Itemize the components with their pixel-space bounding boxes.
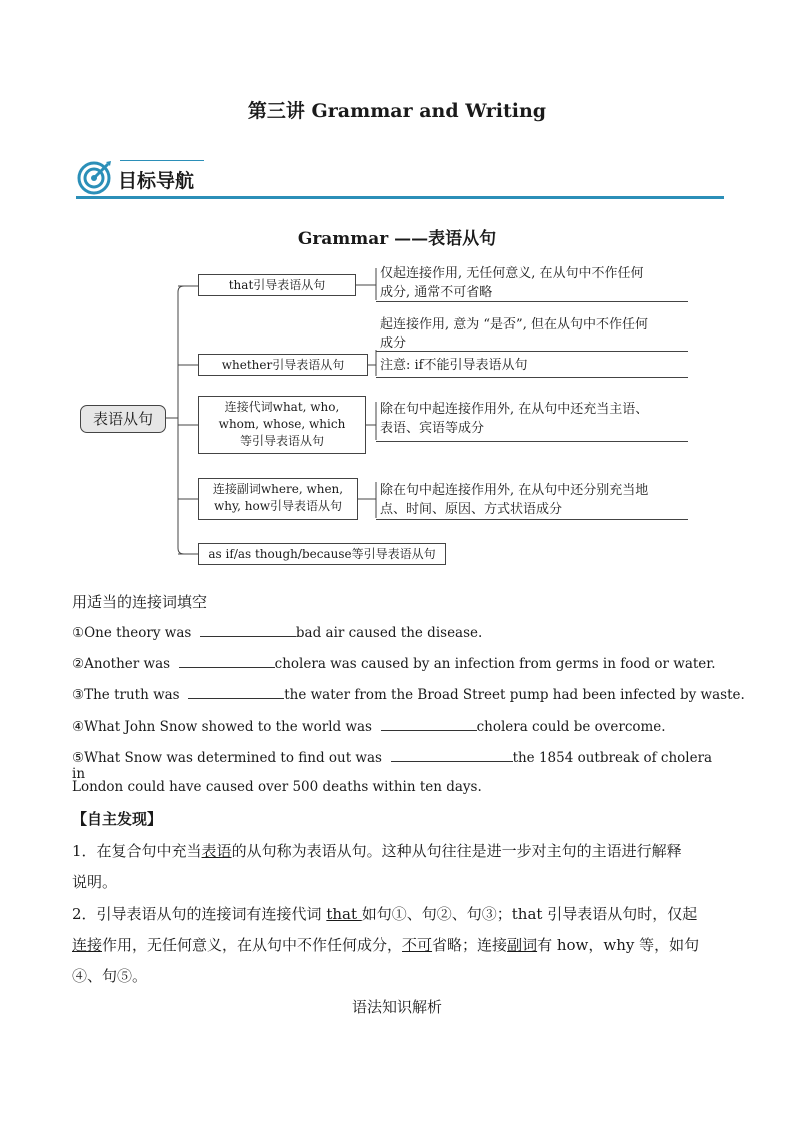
branch-pronoun: 连接代词what, who, whom, whose, which 等引导表语从句	[198, 396, 366, 454]
answer-blank-4[interactable]	[381, 717, 477, 731]
discovery-heading: 【自主发现】	[72, 810, 163, 828]
exercise-item-5: ⑤What Snow was determined to find out was the 1854 outbreak of cholera in	[72, 750, 713, 782]
branch-that-underline	[376, 301, 688, 302]
branch-adverb-underline	[376, 519, 688, 520]
exercise-item-3: ③The truth was the water from the Broad Street pump had been infected by waste.	[72, 687, 745, 703]
exercise-item-1: ①One theory was bad air caused the disease.	[72, 625, 483, 641]
section-title: 目标导航	[118, 170, 195, 192]
discovery-p1: 1．在复合句中充当表语的从句称为表语从句。这种从句往往是进一步对主句的主语进行解释	[72, 842, 682, 860]
branch-that: that引导表语从句	[198, 274, 356, 296]
answer-blank-1[interactable]	[200, 623, 296, 637]
branch-whether-desc: 起连接作用, 意为 “是否”, 但在从句中不作任何 成分	[380, 317, 648, 351]
analysis-heading: 语法知识解析	[351, 998, 442, 1016]
branch-pronoun-underline	[376, 441, 688, 442]
discovery-p2-end: ④、句⑤。	[72, 967, 148, 985]
exercise-item-5-continued: London could have caused over 500 deaths within ten days.	[72, 779, 482, 795]
mindmap-root: 表语从句	[80, 405, 166, 433]
exercise-item-4: ④What John Snow showed to the world was cholera could be overcome.	[72, 719, 666, 735]
discovery-p2-cont: 连接作用，无任何意义，在从句中不作任何成分，不可省略；连接副词有 how，why 等，如句	[72, 936, 700, 954]
answer-blank-2[interactable]	[179, 654, 275, 668]
grammar-title: Grammar ——表语从句	[297, 229, 497, 249]
answer-underline: 表语	[201, 842, 232, 860]
discovery-p2: 2．引导表语从句的连接词有连接代词 that 如句①、句②、句③；that 引导表语从句时，仅起	[72, 905, 698, 923]
branch-adverb: 连接副词where, when, why, how引导表语从句	[198, 478, 358, 520]
branch-whether: whether引导表语从句	[198, 354, 368, 376]
branch-that-desc: 仅起连接作用, 无任何意义, 在从句中不作任何 成分, 通常不可省略	[380, 266, 644, 300]
answer-blank-5[interactable]	[391, 748, 513, 762]
branch-whether-underline	[376, 377, 688, 378]
discovery-p1-cont: 说明。	[72, 873, 118, 891]
answer-blank-3[interactable]	[188, 685, 284, 699]
branch-pronoun-desc: 除在句中起连接作用外, 在从句中还充当主语、 表语、宾语等成分	[380, 402, 649, 436]
exercise-instruction: 用适当的连接词填空	[72, 593, 208, 611]
branch-whether-note: 注意: if不能引导表语从句	[380, 358, 528, 373]
page-title: 第三讲 Grammar and Writing	[247, 100, 547, 122]
branch-adverb-desc: 除在句中起连接作用外, 在从句中还分别充当地 点、时间、原因、方式状语成分	[380, 483, 649, 517]
exercise-item-2: ②Another was cholera was caused by an infection from germs in food or water.	[72, 656, 716, 672]
branch-whether-divider	[376, 351, 688, 352]
branch-asif: as if/as though/because等引导表语从句	[198, 543, 446, 565]
